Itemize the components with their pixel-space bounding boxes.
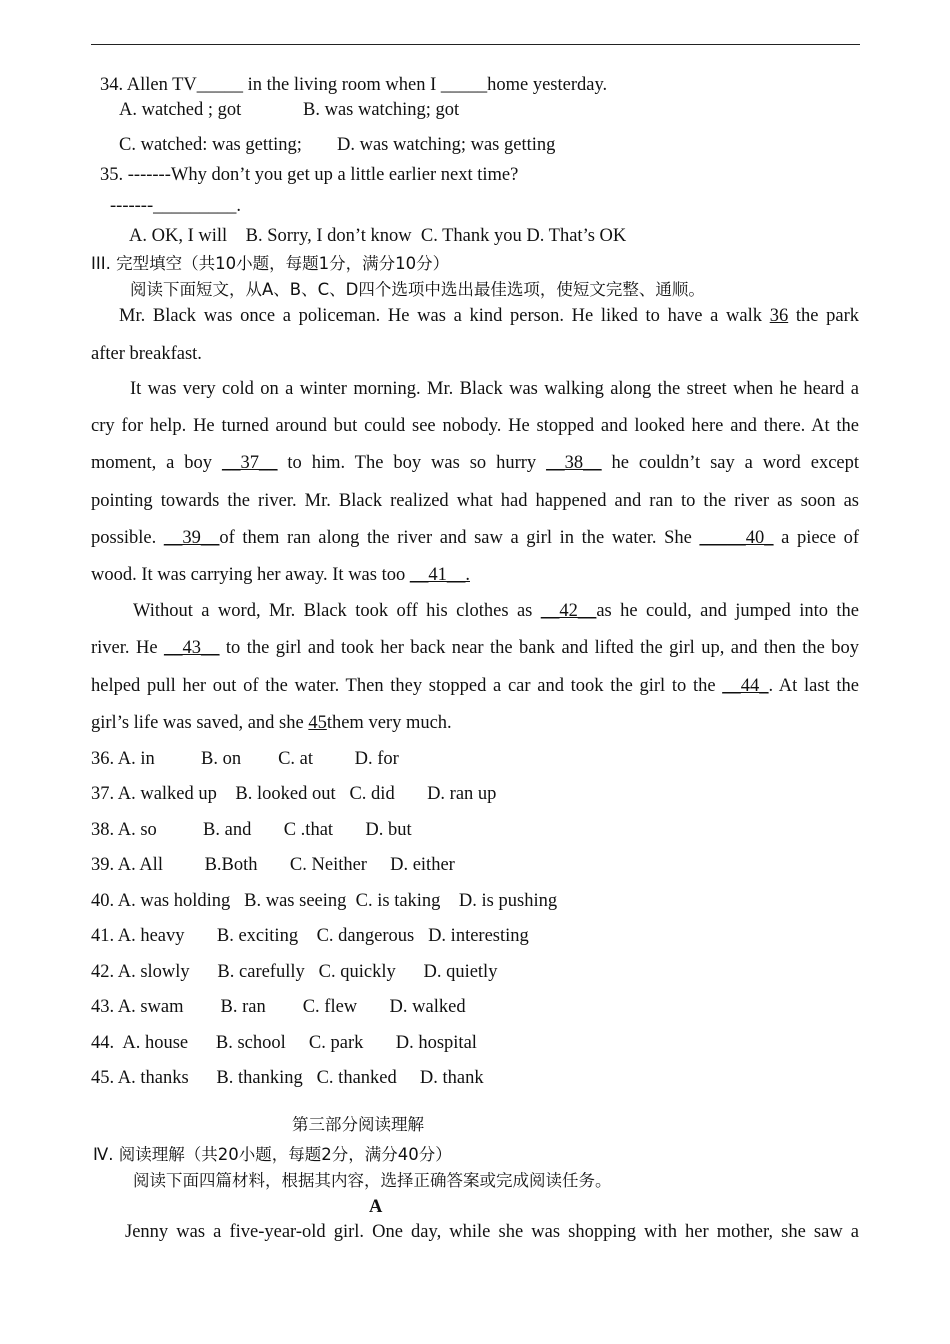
section-3-heading: III. 完型填空（共10小题，每题1分，满分10分） <box>91 254 450 273</box>
part-3-title: 第三部分阅读理解 <box>292 1115 424 1134</box>
passage-line: Without a word, Mr. Black took off his clothes as __42__as he could, and jumped into the <box>133 601 859 621</box>
question-34-option-d: D. was watching; was getting <box>337 135 556 155</box>
choice-row: 38. A. so B. and C .that D. but <box>91 820 412 840</box>
question-34-stem: 34. Allen TV_____ in the living room when I _____home yesterday. <box>100 75 608 95</box>
blank-37: __37__ <box>221 453 278 473</box>
passage-line: helped pull her out of the water. Then they stopped a car and took the girl to the __44_. At last the <box>91 676 859 696</box>
question-35-options: A. OK, I will B. Sorry, I don’t know C. Thank you D. That’s OK <box>129 226 627 246</box>
blank-45: 45 <box>308 713 327 733</box>
choice-row: 45. A. thanks B. thanking C. thanked D. thank <box>91 1068 484 1088</box>
choice-row: 36. A. in B. on C. at D. for <box>91 749 399 769</box>
blank-39: __39__ <box>163 528 220 548</box>
passage-line: moment, a boy __37__ to him. The boy was so hurry __38__ he couldn’t say a word except <box>91 453 859 473</box>
question-35-stem: 35. -------Why don’t you get up a little earlier next time? <box>100 165 519 185</box>
blank-38: __38__ <box>546 453 602 473</box>
passage-line: girl’s life was saved, and she 45them very much. <box>91 713 452 733</box>
passage-line: after breakfast. <box>91 344 202 364</box>
passage-line: cry for help. He turned around but could see nobody. He stopped and looked here and there. At the <box>91 416 859 436</box>
passage-a-first-line: Jenny was a five-year-old girl. One day, while she was shopping with her mother, she saw a <box>125 1222 859 1242</box>
blank-42: __42__ <box>540 601 597 621</box>
passage-label-a: A <box>369 1197 383 1217</box>
blank-36: 36 <box>769 306 789 326</box>
question-35-reply: -------_________. <box>110 196 241 216</box>
passage-line: Mr. Black was once a policeman. He was a kind person. He liked to have a walk 36 the park <box>119 306 859 326</box>
blank-41: __41__. <box>409 565 470 585</box>
header-rule <box>91 44 860 45</box>
choice-row: 42. A. slowly B. carefully C. quickly D. quietly <box>91 962 498 982</box>
blank-40: _____40_ <box>699 528 774 548</box>
question-34-option-c: C. watched: was getting; <box>119 135 302 155</box>
section-4-heading: Ⅳ. 阅读理解（共20小题，每题2分，满分40分） <box>93 1145 452 1164</box>
choice-row: 44. A. house B. school C. park D. hospital <box>91 1033 477 1053</box>
passage-line: possible. __39__of them ran along the river and saw a girl in the water. She _____40_ a piece of <box>91 528 859 548</box>
choice-row: 39. A. All B.Both C. Neither D. either <box>91 855 455 875</box>
choice-row: 43. A. swam B. ran C. flew D. walked <box>91 997 466 1017</box>
question-34-option-a: A. watched ; got <box>119 100 242 120</box>
choice-row: 40. A. was holding B. was seeing C. is taking D. is pushing <box>91 891 558 911</box>
passage-line: river. He __43__ to the girl and took her back near the bank and lifted the girl up, and then the boy <box>91 638 859 658</box>
passage-line: It was very cold on a winter morning. Mr. Black was walking along the street when he heard a <box>130 379 859 399</box>
passage-line: pointing towards the river. Mr. Black realized what had happened and ran to the river as soon as <box>91 491 859 511</box>
blank-44: __44_ <box>722 676 769 696</box>
choice-row: 37. A. walked up B. looked out C. did D. ran up <box>91 784 497 804</box>
passage-line: wood. It was carrying her away. It was too __41__. <box>91 565 470 585</box>
question-34-option-b: B. was watching; got <box>303 100 460 120</box>
section-3-instruction: 阅读下面短文，从A、B、C、D四个选项中选出最佳选项，使短文完整、通顺。 <box>130 280 705 299</box>
blank-43: __43__ <box>163 638 220 658</box>
section-4-instruction: 阅读下面四篇材料，根据其内容，选择正确答案或完成阅读任务。 <box>133 1171 612 1190</box>
choice-row: 41. A. heavy B. exciting C. dangerous D. interesting <box>91 926 529 946</box>
